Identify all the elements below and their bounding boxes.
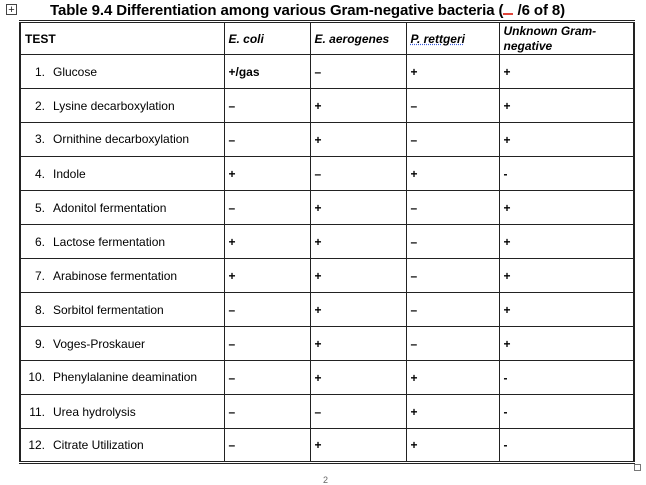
result-eaerogenes: + bbox=[310, 191, 406, 225]
result-ecoli: + bbox=[224, 259, 310, 293]
result-ecoli: – bbox=[224, 361, 310, 395]
title-suffix: /6 of 8) bbox=[513, 2, 566, 19]
result-prettgeri: + bbox=[406, 395, 499, 429]
test-name: Urea hydrolysis bbox=[53, 404, 136, 419]
result-eaerogenes: + bbox=[310, 123, 406, 157]
test-name: Adonitol fermentation bbox=[53, 200, 167, 215]
table-row bbox=[20, 361, 634, 395]
result-ecoli: + bbox=[224, 157, 310, 191]
test-name: Arabinose fermentation bbox=[53, 268, 178, 283]
result-eaerogenes: + bbox=[310, 327, 406, 361]
test-number: 3. bbox=[34, 132, 45, 146]
table-row bbox=[20, 157, 634, 191]
test-number: 12. bbox=[28, 438, 45, 452]
test-name: Ornithine decarboxylation bbox=[53, 132, 190, 146]
test-cell bbox=[20, 327, 224, 361]
test-name: Lysine decarboxylation bbox=[53, 98, 175, 113]
result-ecoli: +/gas bbox=[224, 55, 310, 89]
test-cell bbox=[20, 361, 224, 395]
result-ecoli: – bbox=[224, 89, 310, 123]
result-unknown: - bbox=[499, 395, 634, 429]
test-number: 10. bbox=[28, 370, 45, 384]
header-ecoli: E. coli bbox=[224, 22, 310, 55]
table-row bbox=[20, 429, 634, 463]
result-eaerogenes: + bbox=[310, 293, 406, 327]
result-unknown: + bbox=[499, 123, 634, 157]
result-ecoli: – bbox=[224, 191, 310, 225]
result-unknown: + bbox=[499, 327, 634, 361]
table-row bbox=[20, 55, 634, 89]
result-prettgeri: – bbox=[406, 259, 499, 293]
test-number: 9. bbox=[34, 336, 45, 351]
header-prettgeri bbox=[406, 22, 499, 55]
test-name: Lactose fermentation bbox=[53, 234, 166, 249]
result-prettgeri: + bbox=[406, 55, 499, 89]
test-number: 4. bbox=[34, 166, 45, 181]
result-ecoli: – bbox=[224, 429, 310, 463]
result-eaerogenes: + bbox=[310, 225, 406, 259]
test-number: 2. bbox=[34, 98, 45, 113]
result-ecoli: – bbox=[224, 327, 310, 361]
header-test: TEST bbox=[20, 22, 224, 55]
result-prettgeri: + bbox=[406, 361, 499, 395]
result-prettgeri: + bbox=[406, 429, 499, 463]
test-cell bbox=[20, 225, 224, 259]
test-cell bbox=[20, 259, 224, 293]
result-unknown: - bbox=[499, 429, 634, 463]
test-cell bbox=[20, 157, 224, 191]
table-row bbox=[20, 225, 634, 259]
test-number: 1. bbox=[34, 64, 45, 79]
test-name: Voges-Proskauer bbox=[53, 336, 146, 351]
test-name: Citrate Utilization bbox=[53, 438, 144, 452]
result-unknown: - bbox=[499, 157, 634, 191]
result-ecoli: – bbox=[224, 395, 310, 429]
result-unknown: + bbox=[499, 259, 634, 293]
header-row bbox=[20, 22, 634, 55]
result-unknown: + bbox=[499, 55, 634, 89]
test-cell bbox=[20, 89, 224, 123]
result-eaerogenes: + bbox=[310, 89, 406, 123]
result-prettgeri: + bbox=[406, 157, 499, 191]
test-number: 5. bbox=[34, 200, 45, 215]
table-row bbox=[20, 327, 634, 361]
test-name: Glucose bbox=[53, 64, 98, 79]
table-row bbox=[20, 293, 634, 327]
result-prettgeri: – bbox=[406, 191, 499, 225]
header-unknown: Unknown Gram-negative bbox=[499, 22, 634, 55]
table-row bbox=[20, 259, 634, 293]
test-number: 11. bbox=[29, 404, 45, 419]
header-prettgeri-label: P. rettgeri bbox=[410, 31, 465, 46]
result-prettgeri: – bbox=[406, 293, 499, 327]
test-name: Indole bbox=[53, 166, 86, 181]
result-unknown: + bbox=[499, 225, 634, 259]
header-eaerogenes: E. aerogenes bbox=[310, 22, 406, 55]
test-name: Sorbitol fermentation bbox=[53, 302, 164, 317]
test-number: 7. bbox=[34, 268, 45, 283]
result-eaerogenes: – bbox=[310, 55, 406, 89]
table-row bbox=[20, 395, 634, 429]
test-cell bbox=[20, 191, 224, 225]
table-title bbox=[50, 1, 565, 19]
result-prettgeri: – bbox=[406, 327, 499, 361]
test-name: Phenylalanine deamination bbox=[53, 370, 198, 384]
table-move-handle[interactable]: + bbox=[6, 4, 17, 15]
result-prettgeri: – bbox=[406, 89, 499, 123]
table-row bbox=[20, 191, 634, 225]
result-ecoli: – bbox=[224, 123, 310, 157]
result-prettgeri: – bbox=[406, 123, 499, 157]
result-eaerogenes: – bbox=[310, 395, 406, 429]
result-unknown: + bbox=[499, 191, 634, 225]
title-prefix: Table 9.4 Differentiation among various Gram-negative bacteria ( bbox=[50, 2, 504, 19]
result-unknown: + bbox=[499, 89, 634, 123]
result-eaerogenes: + bbox=[310, 259, 406, 293]
test-number: 8. bbox=[34, 302, 45, 317]
table-resize-handle[interactable] bbox=[634, 464, 641, 471]
test-cell bbox=[20, 123, 224, 157]
page-number: 2 bbox=[323, 475, 329, 485]
test-number: 6. bbox=[34, 234, 45, 249]
result-prettgeri: – bbox=[406, 225, 499, 259]
result-eaerogenes: + bbox=[310, 361, 406, 395]
result-eaerogenes: – bbox=[310, 157, 406, 191]
test-cell bbox=[20, 55, 224, 89]
result-eaerogenes: + bbox=[310, 429, 406, 463]
result-ecoli: – bbox=[224, 293, 310, 327]
result-ecoli: + bbox=[224, 225, 310, 259]
differentiation-table bbox=[19, 20, 635, 464]
table-row bbox=[20, 123, 634, 157]
test-cell bbox=[20, 429, 224, 463]
result-unknown: + bbox=[499, 293, 634, 327]
test-cell bbox=[20, 395, 224, 429]
table-row bbox=[20, 89, 634, 123]
test-cell bbox=[20, 293, 224, 327]
title-blank bbox=[503, 1, 513, 15]
result-unknown: - bbox=[499, 361, 634, 395]
